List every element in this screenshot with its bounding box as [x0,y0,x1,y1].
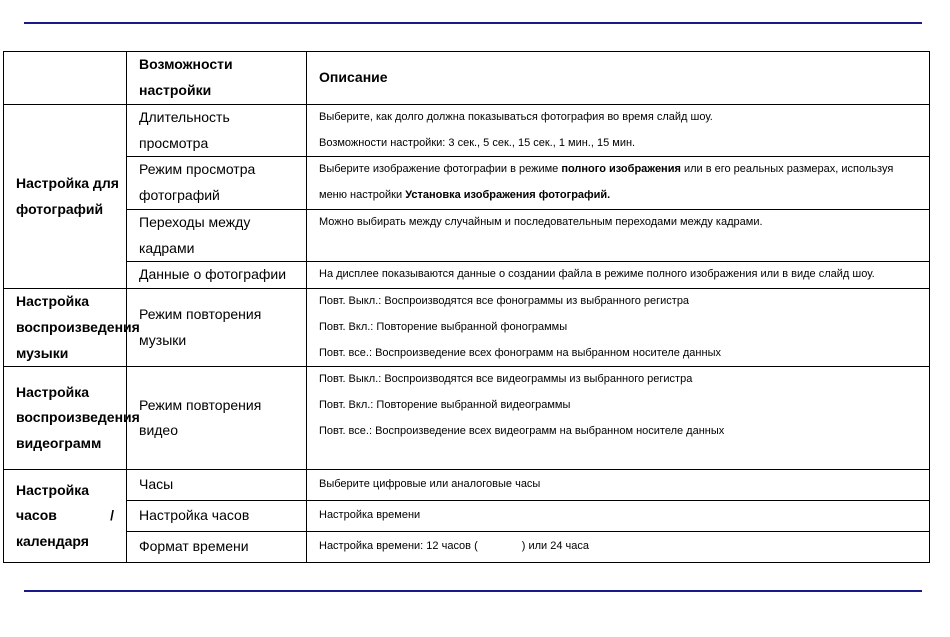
group-photo: Настройка для фотографий [4,105,127,289]
description-line: Повт. все.: Воспроизведение всех фонограмм на выбранном носителе данных [319,346,721,359]
setting-clock: Часы [127,470,307,501]
description-line [319,534,925,560]
setting-transitions: Переходы между кадрами [127,209,307,261]
description-photo-data [307,262,930,289]
description-duration [307,105,930,157]
description-line: Повт. Вкл.: Повторение выбранной видеограммы [319,399,571,412]
table-row [4,532,930,563]
text-span: или в его реальных размерах, используя [680,163,894,176]
setting-music-repeat: Режим повторения музыки [127,289,307,367]
group-label-word: часов [16,507,57,524]
setting-photo-data: Данные о фотографии [127,262,307,289]
top-rule [24,22,922,24]
group-label-line: календаря [16,533,89,550]
text-span: меню настройки [319,189,406,202]
description-line: Выберите, как долго должна показываться фотография во время слайд шоу. [319,111,713,123]
description-view-mode [307,157,930,209]
table-row [4,501,930,532]
description-clock [307,470,930,501]
header-features: Возможности настройки [127,52,307,105]
description-video-repeat [307,367,930,470]
description-line [319,183,925,209]
bold-term: Установка изображения фотографий. [405,189,611,202]
description-clock-setting [307,501,930,532]
setting-video-repeat: Режим повторения видео [127,367,307,470]
table-row [4,289,930,367]
table-row [4,157,930,209]
description-line: Настройка времени [319,509,421,522]
description-line: Повт. все.: Воспроизведение всех видеограмм на выбранном носителе данных [319,424,725,437]
group-label-line [16,503,114,529]
description-transitions [307,209,930,261]
group-music: Настройка воспроизведения музыки [4,289,127,367]
text-span: ) или 24 часа [521,540,589,553]
table-row [4,262,930,289]
setting-duration: Длительность просмотра [127,105,307,157]
settings-table [3,51,930,563]
bottom-rule [24,590,922,592]
text-span: Выберите изображение фотографии в режиме [319,163,562,176]
table-header-row [4,52,930,105]
group-video: Настройка воспроизведения видеограмм [4,367,127,470]
description-line: Можно выбирать между случайным и последовательным переходами между кадрами. [319,215,763,228]
text-span: Настройка времени: 12 часов ( [319,540,478,553]
setting-view-mode: Режим просмотра фотографий [127,157,307,209]
description-line: Повт. Выкл.: Воспроизводятся все фонограммы из выбранного регистра [319,295,690,308]
group-clock-calendar [4,470,127,563]
table-row [4,209,930,261]
description-line: На дисплее показываются данные о создании файла в режиме полного изображения или в виде слайд шоу. [319,268,875,281]
table-row [4,367,930,470]
table-row [4,105,930,157]
header-empty-cell [4,52,127,105]
group-label-line: Настройка [16,481,90,498]
bold-term: полного изображения [561,163,681,176]
description-line: Возможности настройки: 3 сек., 5 сек., 15 сек., 1 мин., 15 мин. [319,136,636,149]
description-line: Выберите цифровые или аналоговые часы [319,478,541,491]
description-time-format [307,532,930,563]
table-row [4,470,930,501]
description-line [319,157,925,183]
description-line: Повт. Вкл.: Повторение выбранной фонограммы [319,320,568,333]
header-description: Описание [307,52,930,105]
setting-clock-setting: Настройка часов [127,501,307,532]
setting-time-format: Формат времени [127,532,307,563]
description-music-repeat [307,289,930,367]
description-line: Повт. Выкл.: Воспроизводятся все видеограммы из выбранного регистра [319,373,693,386]
group-label-slash: / [110,507,114,524]
